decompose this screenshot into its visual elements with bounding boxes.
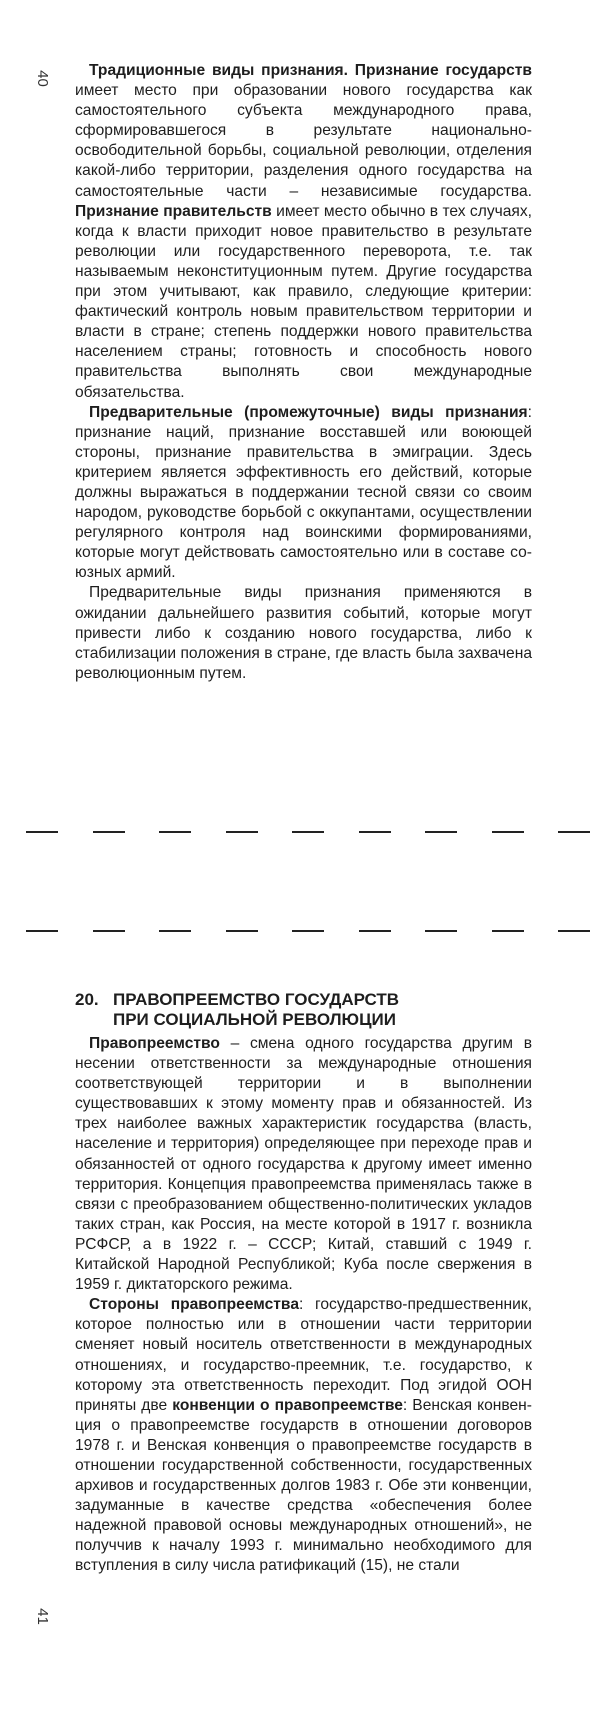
paragraph-succession-parties xyxy=(75,1295,532,1576)
section-title-line2: ПРИ СОЦИАЛЬНОЙ РЕВОЛЮЦИИ xyxy=(113,1010,396,1029)
bold-term: конвенции о правопреемстве xyxy=(172,1396,403,1414)
section-heading xyxy=(75,990,532,1030)
page-40-text xyxy=(75,61,532,684)
section-title-line1: ПРАВОПРЕЕМСТВО ГОСУДАРСТВ xyxy=(113,990,400,1009)
page-separator-bottom xyxy=(26,930,590,932)
paragraph-preliminary-application: Предварительные виды признания применяются в ожидании дальнейшего развития событий, которые могут привести либо к созданию нового государства, либо к стабилизации положения в стране, где власть была захвачена революционным путем. xyxy=(75,584,532,682)
page-41-text xyxy=(75,990,532,1577)
section-number: 20. xyxy=(75,990,99,1009)
paragraph-preliminary-recognition xyxy=(75,403,532,584)
paragraph-text: имеет место обычно в тех случаях, когда к власти приходит новое правительство в результате революции или государственного переворота, т.е. так называемым неконституционным путем. Другие государства при этом учитывают, как правило, следующие критерии: фактический контроль новым правительством территории и власти в стране; степень поддержки нового правительства населением страны; готовность и способность нового правительства выполнять свои международные обязательства. xyxy=(75,202,532,401)
paragraph-text: : Венская конвенция о правопреемстве государств в отношении договоров 1978 г. и Венская конвенция о правопреемстве государств в отношении государственной собственности, государственных архивов и государственных долгов 1983 г. Обе эти конвенции, задуманные в качестве средства «обеспечения более надежной правовой основы международных отношений», не получчив к началу 1993 г. минимально необходимого для вступления в силу числа ратификаций (15), не стали xyxy=(75,1396,532,1575)
bold-term: Предварительные (промежуточные) виды признания xyxy=(89,403,528,421)
bold-term: Правопреемство xyxy=(89,1035,220,1052)
paragraph-traditional-recognition xyxy=(75,61,532,403)
page-number-top: 40 xyxy=(33,70,51,87)
bold-term: Стороны правопреемства xyxy=(89,1296,299,1314)
paragraph-text: – смена одного государства другим в несении ответственности за международные отношения соответствующей территории и в выполнении существовавших к этому моменту прав и обязанностей. Из трех наиболее важных характеристик государства (власть, население и территория) определяющее при переходе прав и обязанностей от одного государства к другому имеет именно территория. Концепция правопреемства применялась также в связи с преобразованием общественно-политических укладов таких стран, как Россия, на месте которой в 1917 г. возникла РСФСР, а в 1922 г. – СССР; Китай, ставший с 1949 г. Китайской Народной Республикой; Куба после свержения в 1959 г. диктаторского режима. xyxy=(75,1035,532,1294)
paragraph-text: : государство-предшественник, которое полностью или в отношении части территории сменяет новый носитель ответственности в международных отношениях, и государство-преемник, т.е. государство, к которому эта ответственность переходит. Под эгидой ООН приняты две xyxy=(75,1296,533,1414)
bold-term: Традиционные виды признания. Признание государств xyxy=(89,62,532,79)
paragraph-text: имеет место при образовании нового государства как самостоятельного субъекта международного права, сформировавшегося в результате национально-освободительной борьбы, социальной революции, отделения какой-либо территории, разделения одного государства на самостоятельные части – независимые государства. xyxy=(75,82,532,200)
page-number-bottom: 41 xyxy=(33,1608,51,1625)
paragraph-succession-definition xyxy=(75,1034,532,1295)
bold-term: Признание правительств xyxy=(75,202,272,220)
page-separator-top xyxy=(26,831,590,833)
paragraph-text: : признание наций, признание восставшей или воюющей стороны, признание правительства в эмиграции. Здесь критерием является эффективность его действий, которые должны выражаться в поддержании тесной связи со своим народом, руководстве борьбой с оккупантами, осуществлении регулярного контроля над воинскими формированиями, которые могут действовать самостоятельно или в составе союзных армий. xyxy=(75,403,532,582)
